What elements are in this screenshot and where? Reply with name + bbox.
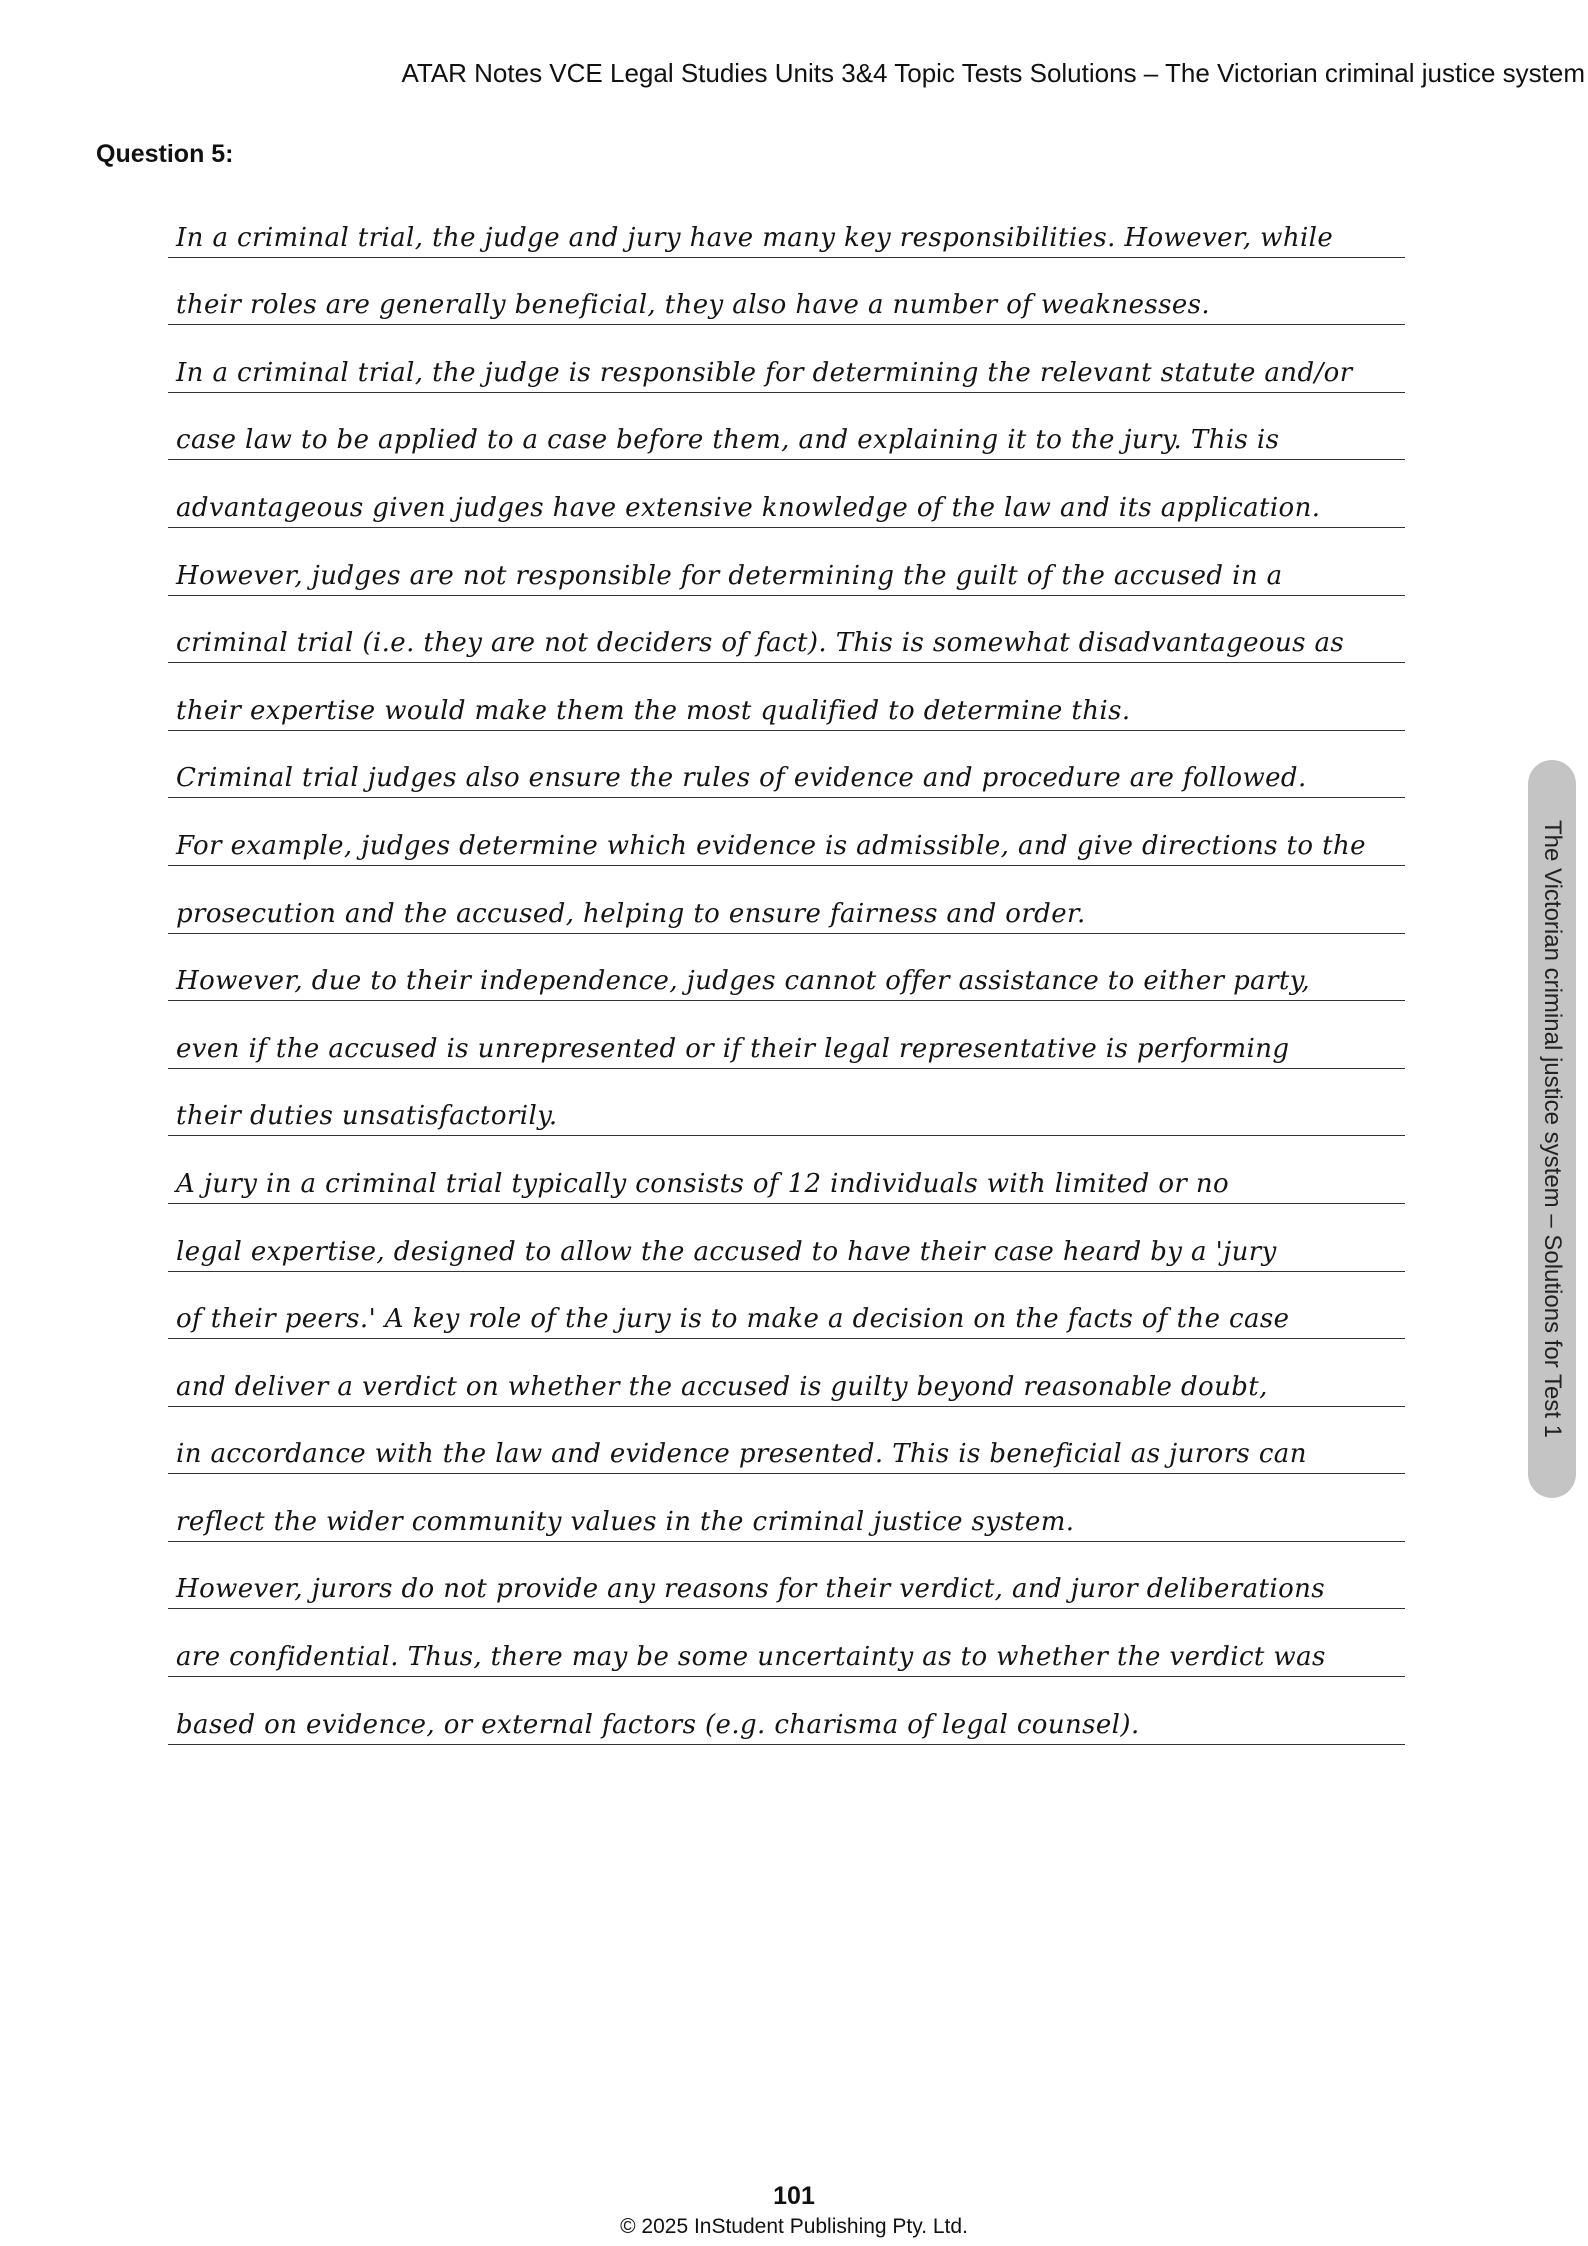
answer-line-text: legal expertise, designed to allow the accused to have their case heard by a 'jury bbox=[176, 1236, 1277, 1267]
answer-line-text: In a criminal trial, the judge and jury have many key responsibilities. However, while bbox=[176, 222, 1334, 253]
answer-line-text: prosecution and the accused, helping to ensure fairness and order. bbox=[176, 898, 1086, 929]
answer-line bbox=[168, 1474, 1405, 1542]
answer-line-text: are confidential. Thus, there may be some uncertainty as to whether the verdict was bbox=[176, 1642, 1326, 1673]
answer-line-text: advantageous given judges have extensive knowledge of the law and its application. bbox=[176, 492, 1321, 523]
question-title: Question 5: bbox=[96, 140, 234, 168]
answer-line bbox=[168, 1001, 1405, 1069]
answer-line bbox=[168, 798, 1405, 866]
answer-line bbox=[168, 190, 1405, 258]
answer-line bbox=[168, 1136, 1405, 1204]
answer-line bbox=[168, 393, 1405, 461]
answer-line-text: in accordance with the law and evidence presented. This is beneficial as jurors can bbox=[176, 1439, 1307, 1470]
page-number: 101 bbox=[773, 2182, 815, 2210]
answer-line bbox=[168, 258, 1405, 326]
answer-line-text: Criminal trial judges also ensure the rules of evidence and procedure are followed. bbox=[176, 763, 1307, 794]
answer-line-text: However, jurors do not provide any reasons for their verdict, and juror deliberations bbox=[176, 1574, 1326, 1605]
answer-line bbox=[168, 1339, 1405, 1407]
answer-line bbox=[168, 1407, 1405, 1475]
answer-line-text: A jury in a criminal trial typically consists of 12 individuals with limited or no bbox=[176, 1168, 1230, 1199]
answer-line-text: However, judges are not responsible for determining the guilt of the accused in a bbox=[176, 560, 1283, 591]
answer-line-text: criminal trial (i.e. they are not deciders of fact). This is somewhat disadvantageous as bbox=[176, 628, 1345, 659]
answer-line bbox=[168, 1069, 1405, 1137]
answer-line-text: However, due to their independence, judges cannot offer assistance to either party, bbox=[176, 966, 1311, 997]
answer-line-text: even if the accused is unrepresented or if their legal representative is performing bbox=[176, 1033, 1290, 1064]
answer-line bbox=[168, 325, 1405, 393]
copyright-notice: © 2025 InStudent Publishing Pty. Ltd. bbox=[620, 2215, 968, 2238]
answer-line bbox=[168, 1609, 1405, 1677]
answer-line bbox=[168, 663, 1405, 731]
answer-line bbox=[168, 1542, 1405, 1610]
answer-line bbox=[168, 528, 1405, 596]
running-header: ATAR Notes VCE Legal Studies Units 3&4 Topic Tests Solutions – The Victorian criminal justice system bbox=[401, 58, 1585, 88]
answer-line bbox=[168, 596, 1405, 664]
section-side-tab bbox=[1528, 760, 1576, 1498]
handwritten-answer bbox=[168, 190, 1405, 1745]
answer-line-text: For example, judges determine which evidence is admissible, and give directions to the bbox=[176, 830, 1366, 861]
answer-line-text: case law to be applied to a case before them, and explaining it to the jury. This is bbox=[176, 425, 1280, 456]
answer-line bbox=[168, 1204, 1405, 1272]
answer-line bbox=[168, 460, 1405, 528]
answer-line bbox=[168, 866, 1405, 934]
answer-line bbox=[168, 934, 1405, 1002]
answer-line-text: based on evidence, or external factors (e.g. charisma of legal counsel). bbox=[176, 1709, 1140, 1740]
answer-line bbox=[168, 731, 1405, 799]
answer-line-text: their expertise would make them the most qualified to determine this. bbox=[176, 695, 1131, 726]
answer-line-text: their duties unsatisfactorily. bbox=[176, 1101, 558, 1132]
answer-line-text: In a criminal trial, the judge is responsible for determining the relevant statute and/or bbox=[176, 357, 1353, 388]
answer-line-text: reflect the wider community values in the criminal justice system. bbox=[176, 1506, 1075, 1537]
answer-line-text: of their peers.' A key role of the jury is to make a decision on the facts of the case bbox=[176, 1304, 1290, 1335]
answer-line-text: their roles are generally beneficial, they also have a number of weaknesses. bbox=[176, 290, 1211, 321]
answer-line-text: and deliver a verdict on whether the accused is guilty beyond reasonable doubt, bbox=[176, 1371, 1268, 1402]
answer-line bbox=[168, 1272, 1405, 1340]
answer-line bbox=[168, 1677, 1405, 1745]
side-tab-label: The Victorian criminal justice system – Solutions for Test 1 bbox=[1539, 819, 1566, 1439]
